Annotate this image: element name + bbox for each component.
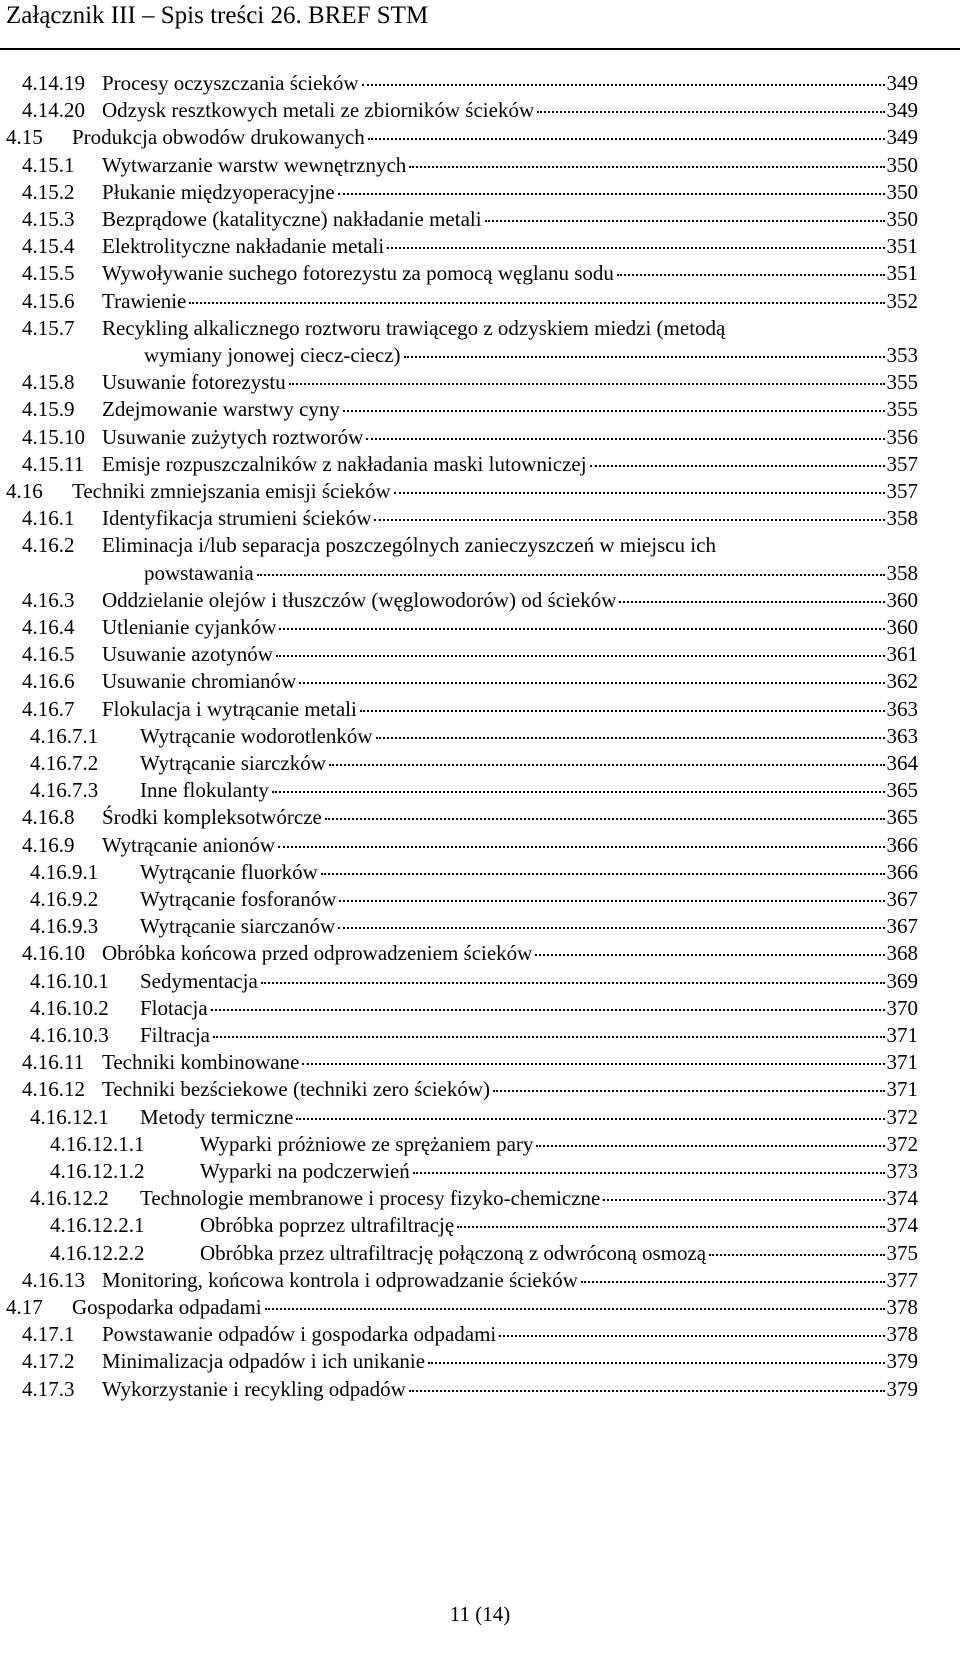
toc-entry-number: 4.15.10 xyxy=(22,424,85,449)
toc-entry-page: 379 xyxy=(886,1376,918,1401)
toc-entry-page: 360 xyxy=(886,587,918,612)
toc-entry-label: Środki kompleksotwórcze xyxy=(102,805,322,830)
toc-entry[interactable] xyxy=(22,667,918,695)
toc-entry-number: 4.16.12.1.1 xyxy=(50,1131,145,1156)
toc-entry-number: 4.16.10 xyxy=(22,941,85,966)
toc-entry-number: 4.15.8 xyxy=(22,370,75,395)
toc-entry-number: 4.15.11 xyxy=(22,451,85,476)
toc-entry-number: 4.16.3 xyxy=(22,587,75,612)
toc-entry-label-continued: wymiany jonowej ciecz-ciecz) xyxy=(144,343,401,367)
toc-entry-page: 350 xyxy=(886,207,918,231)
dot-leader xyxy=(617,273,885,276)
dot-leader xyxy=(278,845,884,848)
toc-entry-page: 355 xyxy=(886,370,918,395)
toc-entry-label: Wytrącanie fosforanów xyxy=(140,887,337,911)
toc-entry-number: 4.16.10.2 xyxy=(30,995,109,1020)
dot-leader xyxy=(409,1389,885,1392)
toc-entry-label: Techniki bezściekowe (techniki zero ścieków) xyxy=(102,1077,491,1102)
toc-entry-label: Wytrącanie anionów xyxy=(102,832,276,857)
toc-entry-label: Metody termiczne xyxy=(140,1104,294,1129)
toc-entry-page: 369 xyxy=(886,968,918,993)
toc-entry-continuation[interactable] xyxy=(22,341,918,369)
toc-entry-page: 371 xyxy=(886,1077,918,1102)
toc-entry-number: 4.15.7 xyxy=(22,315,75,340)
toc-entry-number: 4.15.1 xyxy=(22,152,75,177)
toc-entry-number: 4.16.9.2 xyxy=(30,887,99,911)
toc-entry-number: 4.17.2 xyxy=(22,1349,75,1374)
toc-entry-page: 375 xyxy=(886,1240,918,1265)
toc-entry-label: Elektrolityczne nakładanie metali xyxy=(102,234,385,259)
toc-entry-number: 4.15.6 xyxy=(22,288,75,313)
toc-entry-label: Minimalizacja odpadów i ich unikanie xyxy=(102,1349,426,1374)
toc-entry-page: 351 xyxy=(886,234,918,259)
toc-entry[interactable] xyxy=(22,232,918,260)
toc-entry-page: 377 xyxy=(886,1267,918,1292)
dot-leader xyxy=(261,981,885,984)
toc-entry-page: 361 xyxy=(886,642,918,667)
toc-entry-page: 367 xyxy=(886,887,918,911)
dot-leader xyxy=(428,1361,884,1364)
toc-entry[interactable] xyxy=(22,450,918,478)
dot-leader xyxy=(537,110,884,113)
dot-leader xyxy=(343,409,885,412)
toc-entry-label: Usuwanie azotynów xyxy=(102,642,273,667)
toc-entry[interactable] xyxy=(22,803,918,831)
dot-leader xyxy=(329,763,885,766)
toc-entry-number: 4.16.7.3 xyxy=(30,778,99,803)
toc-entry-label: Wykorzystanie i recykling odpadów xyxy=(102,1376,406,1401)
dot-leader xyxy=(376,736,885,739)
toc-entry-label: Gospodarka odpadami xyxy=(72,1295,262,1319)
toc-entry-continuation[interactable] xyxy=(22,559,918,587)
toc-entry-page: 371 xyxy=(886,1050,918,1075)
toc-entry-page: 371 xyxy=(886,1023,918,1047)
toc-entry-page: 374 xyxy=(886,1186,918,1211)
toc-entry-page: 351 xyxy=(886,261,918,286)
toc-entry-page: 352 xyxy=(886,288,918,313)
toc-entry-page: 357 xyxy=(886,479,918,503)
toc-entry[interactable] xyxy=(50,1211,918,1239)
toc-entry[interactable] xyxy=(30,1021,918,1049)
dot-leader xyxy=(272,790,885,793)
toc-entry[interactable] xyxy=(30,858,918,886)
toc-entry-number: 4.16.9.3 xyxy=(30,914,99,939)
toc-entry-label: Wytrącanie siarczanów xyxy=(140,914,336,939)
dot-leader xyxy=(709,1253,884,1256)
toc-entry[interactable] xyxy=(22,314,918,342)
dot-leader xyxy=(302,1062,884,1065)
toc-entry[interactable] xyxy=(30,776,918,804)
document-title: Załącznik III – Spis treści 26. BREF STM xyxy=(6,2,429,29)
toc-entry-page: 370 xyxy=(886,995,918,1020)
toc-entry-label: Usuwanie chromianów xyxy=(102,669,297,694)
toc-entry-page: 360 xyxy=(886,615,918,639)
toc-entry[interactable] xyxy=(22,69,918,97)
toc-entry-number: 4.16.11 xyxy=(22,1050,85,1075)
dot-leader xyxy=(362,83,885,86)
dot-leader xyxy=(387,246,884,249)
toc-entry[interactable] xyxy=(22,1347,918,1375)
toc-entry[interactable] xyxy=(22,1375,918,1403)
toc-entry-page: 362 xyxy=(886,669,918,694)
toc-entry[interactable] xyxy=(30,749,918,777)
toc-entry-label: Techniki zmniejszania emisji ścieków xyxy=(72,479,391,503)
toc-entry[interactable] xyxy=(30,994,918,1022)
toc-entry-label: Produkcja obwodów drukowanych xyxy=(72,125,365,150)
toc-entry-page: 366 xyxy=(886,859,918,884)
toc-entry-page: 349 xyxy=(886,71,918,95)
toc-entry-label: Emisje rozpuszczalników z nakładania maski lutowniczej xyxy=(102,451,587,476)
toc-entry-label: Usuwanie zużytych roztworów xyxy=(102,424,364,449)
dot-leader xyxy=(338,192,885,195)
toc-entry-number: 4.16.12 xyxy=(22,1077,85,1102)
toc-entry-page: 366 xyxy=(886,832,918,857)
toc-entry-label: Bezprądowe (katalityczne) nakładanie metali xyxy=(102,207,482,231)
toc-entry[interactable] xyxy=(22,504,918,532)
dot-leader xyxy=(374,518,884,521)
toc-entry-page: 357 xyxy=(886,451,918,476)
dot-leader xyxy=(603,1198,884,1201)
toc-entry[interactable] xyxy=(22,178,918,206)
toc-entry-page: 363 xyxy=(886,723,918,748)
toc-entry-number: 4.14.19 xyxy=(22,71,85,95)
toc-entry-page: 364 xyxy=(886,751,918,775)
dot-leader xyxy=(366,437,884,440)
toc-entry[interactable] xyxy=(22,368,918,396)
dot-leader xyxy=(493,1089,884,1092)
toc-entry-number: 4.16.7.1 xyxy=(30,723,99,748)
dot-leader xyxy=(213,1035,885,1038)
toc-entry-number: 4.15.2 xyxy=(22,179,75,204)
toc-entry-page: 350 xyxy=(886,152,918,177)
toc-entry-label: Inne flokulanty xyxy=(140,778,269,803)
toc-entry-page: 372 xyxy=(886,1131,918,1156)
toc-entry[interactable] xyxy=(22,531,918,559)
toc-entry-number: 4.16.10.1 xyxy=(30,968,109,993)
toc-entry-number: 4.15.9 xyxy=(22,397,75,422)
toc-entry-label: Wytrącanie fluorków xyxy=(140,859,318,884)
toc-entry[interactable] xyxy=(30,1184,918,1212)
toc-entry[interactable] xyxy=(30,1103,918,1131)
toc-entry-number: 4.17 xyxy=(6,1295,43,1319)
toc-entry-label: Techniki kombinowane xyxy=(102,1050,300,1075)
toc-entry-page: 350 xyxy=(886,179,918,204)
toc-entry-page: 363 xyxy=(886,696,918,721)
toc-entry-label: Technologie membranowe i procesy fizyko-chemiczne xyxy=(140,1186,601,1211)
toc-entry-number: 4.16.12.1.2 xyxy=(50,1159,145,1183)
toc-entry-number: 4.16.7 xyxy=(22,696,75,721)
dot-leader xyxy=(590,464,885,467)
toc-entry-label-continued: powstawania xyxy=(144,560,254,585)
dot-leader xyxy=(257,573,885,576)
toc-entry[interactable] xyxy=(22,423,918,451)
dot-leader xyxy=(413,1171,885,1174)
toc-entry-page: 365 xyxy=(886,805,918,830)
toc-entry[interactable] xyxy=(22,1075,918,1103)
toc-entry[interactable] xyxy=(6,1293,918,1321)
toc-entry-label: Utlenianie cyjanków xyxy=(102,615,277,639)
toc-entry-page: 358 xyxy=(886,506,918,531)
dot-leader xyxy=(499,1334,884,1337)
toc-entry-number: 4.16.4 xyxy=(22,615,75,639)
toc-entry-number: 4.14.20 xyxy=(22,98,85,123)
toc-entry-label: Wyparki próżniowe ze sprężaniem pary xyxy=(200,1131,534,1156)
toc-entry[interactable] xyxy=(22,96,918,124)
toc-entry-number: 4.16.1 xyxy=(22,506,75,531)
toc-entry-number: 4.16.12.2.1 xyxy=(50,1213,145,1238)
toc-entry[interactable] xyxy=(30,722,918,750)
toc-entry-number: 4.16.7.2 xyxy=(30,751,99,775)
toc-entry-number: 4.16.5 xyxy=(22,642,75,667)
toc-entry-label: Wytrącanie wodorotlenków xyxy=(140,723,373,748)
toc-entry[interactable] xyxy=(22,287,918,315)
toc-entry-label: Wywoływanie suchego fotorezystu za pomocą węglanu sodu xyxy=(102,261,614,286)
dot-leader xyxy=(409,165,884,168)
toc-entry-label: Monitoring, końcowa kontrola i odprowadzanie ścieków xyxy=(102,1267,578,1292)
toc-entry-number: 4.15.5 xyxy=(22,261,75,286)
toc-entry[interactable] xyxy=(22,939,918,967)
toc-entry-page: 372 xyxy=(886,1104,918,1129)
dot-leader xyxy=(394,491,885,494)
toc-entry-page: 356 xyxy=(886,424,918,449)
dot-leader xyxy=(325,817,885,820)
toc-entry-label: Płukanie międzyoperacyjne xyxy=(102,179,335,204)
toc-entry-number: 4.15.3 xyxy=(22,207,75,231)
toc-entry[interactable] xyxy=(22,259,918,287)
toc-entry-number: 4.16.12.1 xyxy=(30,1104,109,1129)
toc-entry-label: Wytwarzanie warstw wewnętrznych xyxy=(102,152,407,177)
toc-entry-number: 4.16.2 xyxy=(22,533,75,558)
toc-entry-number: 4.16.8 xyxy=(22,805,75,830)
toc-entry-page: 379 xyxy=(886,1349,918,1374)
toc-entry-number: 4.17.1 xyxy=(22,1322,75,1347)
toc-entry[interactable] xyxy=(22,151,918,179)
dot-leader xyxy=(368,137,885,140)
toc-entry[interactable] xyxy=(50,1130,918,1158)
toc-entry-label: Flotacja xyxy=(140,995,208,1020)
toc-entry[interactable] xyxy=(50,1157,918,1185)
toc-entry-page: 355 xyxy=(886,397,918,422)
toc-entry-number: 4.16.6 xyxy=(22,669,75,694)
toc-entry-label: Recykling alkalicznego roztworu trawiącego z odzyskiem miedzi (metodą xyxy=(102,315,726,340)
dot-leader xyxy=(265,1307,885,1310)
toc-entry-page: 349 xyxy=(886,125,918,150)
toc-entry-number: 4.15.4 xyxy=(22,234,75,259)
toc-entry-label: Usuwanie fotorezystu xyxy=(102,370,286,395)
toc-entry-number: 4.16 xyxy=(6,479,43,503)
toc-entry-label: Sedymentacja xyxy=(140,968,258,993)
toc-entry-label: Zdejmowanie warstwy cyny xyxy=(102,397,340,422)
toc-entry-label: Flokulacja i wytrącanie metali xyxy=(102,696,357,721)
dot-leader xyxy=(619,600,884,603)
toc-entry-number: 4.16.12.2 xyxy=(30,1186,109,1211)
dot-leader xyxy=(457,1225,884,1228)
dot-leader xyxy=(211,1008,885,1011)
toc-entry[interactable] xyxy=(22,395,918,423)
dot-leader xyxy=(279,627,884,630)
toc-entry-label: Powstawanie odpadów i gospodarka odpadami xyxy=(102,1322,497,1347)
toc-entry-label: Oddzielanie olejów i tłuszczów (węglowodorów) od ścieków xyxy=(102,587,617,612)
toc-entry-label: Filtracja xyxy=(140,1023,210,1047)
toc-entry[interactable] xyxy=(22,586,918,614)
toc-entry-label: Obróbka końcowa przed odprowadzeniem ścieków xyxy=(102,941,533,966)
toc-entry-number: 4.16.12.2.2 xyxy=(50,1240,145,1265)
toc-entry-page: 373 xyxy=(886,1159,918,1183)
toc-entry[interactable] xyxy=(22,205,918,233)
toc-entry-label: Trawienie xyxy=(102,288,187,313)
toc-entry-number: 4.16.9.1 xyxy=(30,859,99,884)
toc-entry-page: 358 xyxy=(886,560,918,585)
toc-entry-label: Obróbka poprzez ultrafiltrację xyxy=(200,1213,455,1238)
toc-entry-page: 365 xyxy=(886,778,918,803)
dot-leader xyxy=(299,681,884,684)
toc-entry-number: 4.16.9 xyxy=(22,832,75,857)
dot-leader xyxy=(535,953,884,956)
toc-entry[interactable] xyxy=(30,885,918,913)
toc-entry[interactable] xyxy=(6,477,918,505)
dot-leader xyxy=(321,872,885,875)
dot-leader xyxy=(485,219,885,222)
toc-entry-page: 374 xyxy=(886,1213,918,1238)
dot-leader xyxy=(536,1144,884,1147)
toc-entry-page: 349 xyxy=(886,98,918,123)
toc-entry-label: Procesy oczyszczania ścieków xyxy=(102,71,359,95)
dot-leader xyxy=(338,926,884,929)
toc-entry[interactable] xyxy=(22,1320,918,1348)
toc-entry-label: Wytrącanie siarczków xyxy=(140,751,326,775)
toc-entry-page: 378 xyxy=(886,1295,918,1319)
toc-entry[interactable] xyxy=(22,640,918,668)
toc-entry-number: 4.16.13 xyxy=(22,1267,85,1292)
toc-entry[interactable] xyxy=(6,123,918,151)
toc-entry-number: 4.15 xyxy=(6,125,43,150)
page-number: 11 (14) xyxy=(449,1602,511,1626)
toc-entry[interactable] xyxy=(22,1266,918,1294)
toc-entry-page: 368 xyxy=(886,941,918,966)
toc-entry[interactable] xyxy=(22,1048,918,1076)
toc-entry[interactable] xyxy=(22,831,918,859)
toc-entry-number: 4.17.3 xyxy=(22,1376,75,1401)
dot-leader xyxy=(296,1117,884,1120)
dot-leader xyxy=(289,382,885,385)
toc-entry-page: 353 xyxy=(886,343,918,367)
toc-entry[interactable] xyxy=(22,695,918,723)
dot-leader xyxy=(339,899,884,902)
toc-entry[interactable] xyxy=(50,1239,918,1267)
dot-leader xyxy=(189,301,884,304)
toc-entry-label: Wyparki na podczerwień xyxy=(200,1159,410,1183)
dot-leader xyxy=(581,1280,885,1283)
toc-entry-page: 378 xyxy=(886,1322,918,1347)
toc-entry[interactable] xyxy=(22,613,918,641)
toc-entry-label: Eliminacja i/lub separacja poszczególnych zanieczyszczeń w miejscu ich xyxy=(102,533,716,558)
toc-entry-label: Obróbka przez ultrafiltrację połączoną z odwróconą osmozą xyxy=(200,1240,707,1265)
toc-entry[interactable] xyxy=(30,912,918,940)
toc-entry-label: Odzysk resztkowych metali ze zbiorników ścieków xyxy=(102,98,535,123)
dot-leader xyxy=(276,654,885,657)
toc-entry-page: 367 xyxy=(886,914,918,939)
toc-entry-label: Identyfikacja strumieni ścieków xyxy=(102,506,372,531)
toc-entry-number: 4.16.10.3 xyxy=(30,1023,109,1047)
toc-entry[interactable] xyxy=(30,967,918,995)
dot-leader xyxy=(360,709,885,712)
dot-leader xyxy=(404,355,885,358)
